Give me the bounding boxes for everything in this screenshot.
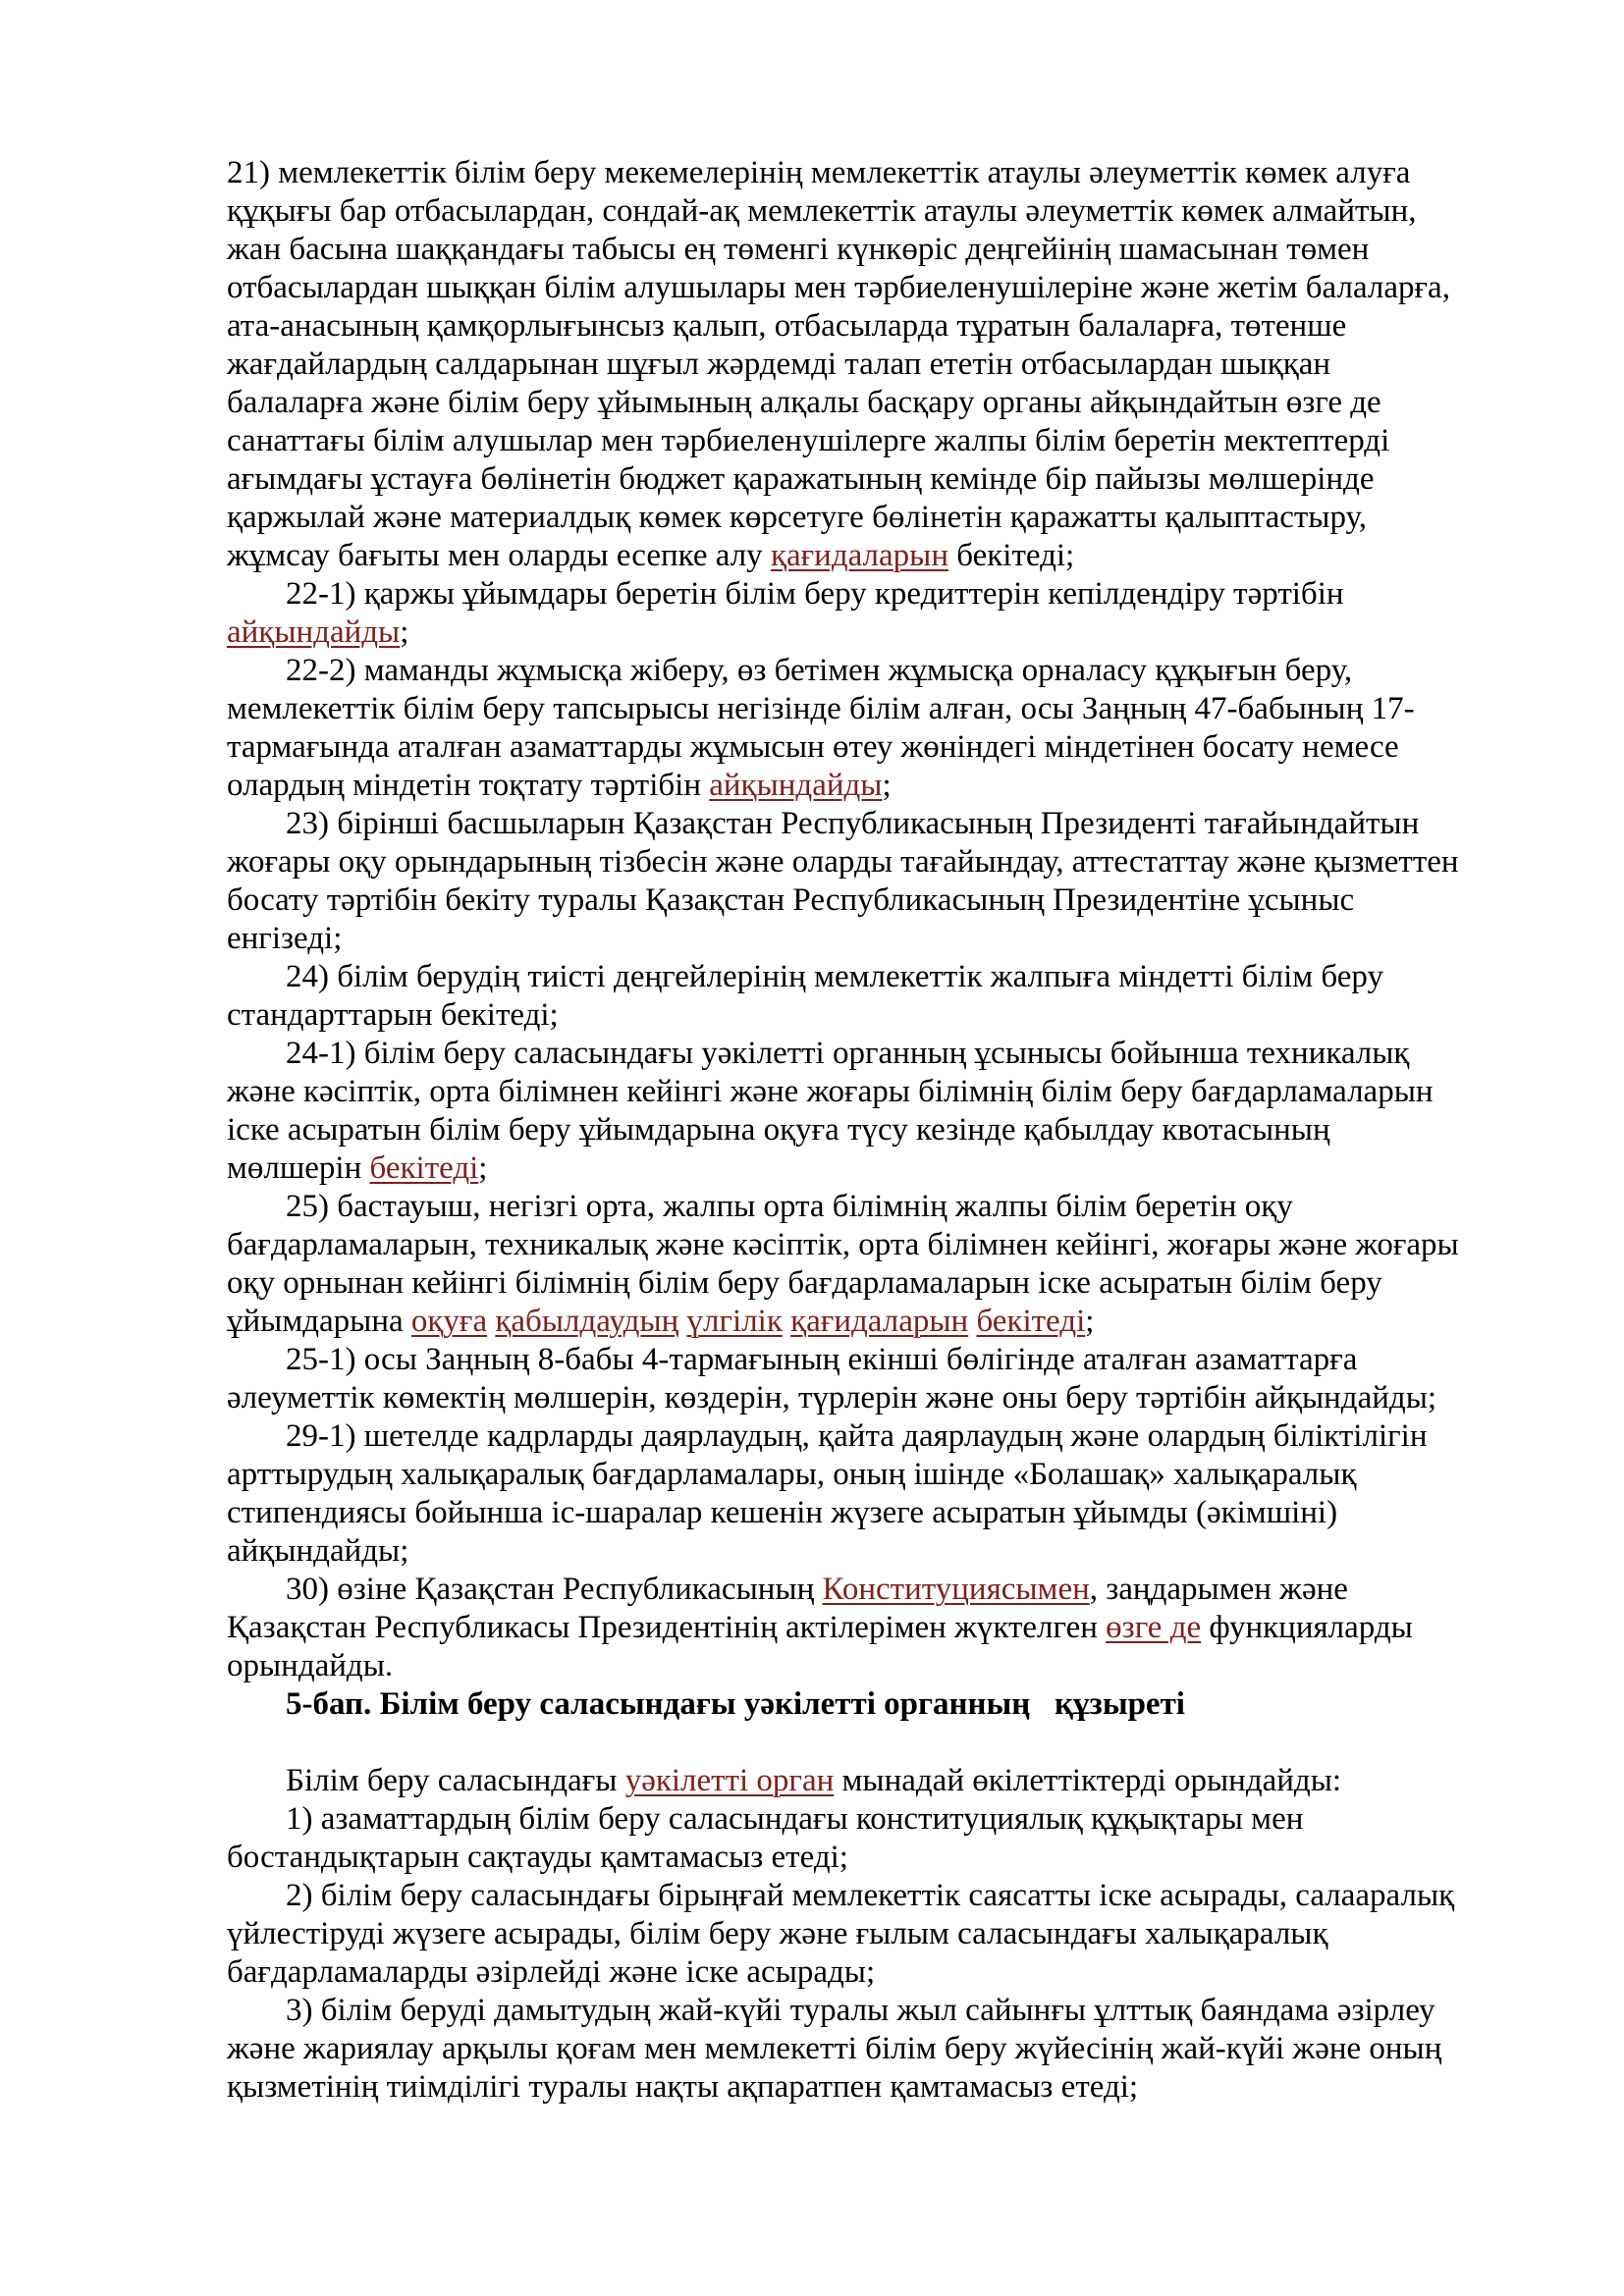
text-link[interactable]: бекітеді: [976, 1304, 1086, 1339]
paragraph: [227, 1571, 1463, 1685]
paragraph: [227, 154, 1463, 575]
text-run: 3) білім беруді дамытудың жай-күйі туралы жыл сайынғы ұлттық баяндама әзірлеу және жариялау арқылы қоғам мен мемлекетті білім беру жүйесінің жай-күйі және оның қызметінің тиімділігі туралы нақты ақпаратпен қамтамасыз етеді;: [227, 1993, 1442, 2105]
text-link[interactable]: қағидаларын: [770, 538, 948, 573]
text-run: ;: [882, 768, 892, 803]
text-run: [783, 1304, 790, 1339]
text-link[interactable]: Конституциясымен: [822, 1572, 1090, 1607]
paragraph: [227, 1762, 1463, 1800]
document-body: [227, 154, 1463, 2107]
text-link[interactable]: айқындайды: [227, 614, 401, 650]
paragraph: [227, 805, 1463, 958]
text-run: Білім беру саласындағы: [286, 1763, 625, 1798]
paragraph: [227, 1877, 1463, 1992]
text-run: 29-1) шетелде кадрларды даярлаудың, қайта даярлаудың және олардың біліктілігін арттырудың халықаралық бағдарламалары, оның ішінде «Болашақ» халықаралық стипендиясы бойынша іс-шаралар кешенін жүзеге асыратын ұйымды (әкімшіні) айқындайды;: [227, 1418, 1428, 1569]
text-link[interactable]: айқындайды: [709, 768, 883, 803]
paragraph: [227, 958, 1463, 1035]
paragraph: [227, 575, 1463, 652]
text-link[interactable]: өзге де: [1106, 1610, 1202, 1645]
text-run: ;: [1085, 1304, 1095, 1339]
text-run: 5-бап. Білім беру саласындағы уәкілетті органның құзыреті: [286, 1686, 1185, 1722]
paragraph: [227, 652, 1463, 805]
paragraph: [227, 1341, 1463, 1417]
text-run: [678, 1304, 686, 1339]
text-run: бекітеді;: [948, 538, 1075, 573]
paragraph: [227, 1188, 1463, 1341]
text-link[interactable]: уәкілетті орган: [624, 1763, 835, 1798]
text-run: 2) білім беру саласындағы бірыңғай мемлекеттік саясатты іске асырады, салааралық үйлестіруді жүзеге асырады, білім беру және ғылым саласындағы халықаралық бағдарламаларды әзірлейді және іске асырады;: [227, 1878, 1455, 1990]
section-heading: [227, 1685, 1463, 1724]
text-run: 25) бастауыш, негізгі орта, жалпы орта білімнің жалпы білім беретін оқу бағдарламаларын, техникалық және кәсіптік, орта білімнен кейінгі, жоғары және жоғары оқу орнынан кейінгі білімнің білім беру бағдарламаларын іске асыратын білім беру ұйымдарына: [227, 1189, 1459, 1339]
paragraph: [227, 1417, 1463, 1571]
text-run: 21) мемлекеттік білім беру мекемелерінің мемлекеттік атаулы әлеуметтік көмек алуға құқығы бар отбасылардан, сондай-ақ мемлекеттік атаулы әлеуметтік көмек алмайтын, жан басына шаққандағы табысы ең төменгі күнкөріс деңгейінің шамасынан төмен отбасылардан шыққан білім алушылары мен тәрбиеленушілеріне және жетім балаларға, ата-анасының қамқорлығынсыз қалып, отбасыларда тұратын балаларға, төтенше жағдайлардың салдарынан шұғыл жәрдемді талап ететін отбасылардан шыққан балаларға және білім беру ұйымының алқалы басқару органы айқындайтын өзге де санаттағы білім алушылар мен тәрбиеленушілерге жалпы білім беретін мектептерді ағымдағы ұстауға бөлінетін бюджет қаражатының кемінде бір пайызы мөлшерінде қаржылай және материалдық көмек көрсетуге бөлінетін қаражатты қалыптастыру, жұмсау бағыты мен оларды есепке алу: [227, 155, 1450, 573]
text-run: 23) бірінші басшыларын Қазақстан Республикасының Президенті тағайындайтын жоғары оқу орындарының тізбесін және оларды тағайындау, аттестаттау және қызметтен босату тәртібін бекіту туралы Қазақстан Республикасының Президентіне ұсыныс енгізеді;: [227, 806, 1459, 956]
paragraph: [227, 1035, 1463, 1188]
text-link[interactable]: бекітеді: [369, 1150, 479, 1186]
text-run: 22-1) қаржы ұйымдары беретін білім беру кредиттерін кепілдендіру тәртібін: [286, 576, 1344, 612]
text-link[interactable]: қағидаларын: [790, 1304, 969, 1339]
text-run: 1) азаматтардың білім беру саласындағы конституциялық құқықтары мен бостандықтарын сақтауды қамтамасыз етеді;: [227, 1801, 1304, 1875]
text-run: ;: [478, 1150, 488, 1186]
text-run: мынадай өкілеттіктерді орындайды:: [834, 1763, 1342, 1798]
text-run: 22-2) маманды жұмысқа жіберу, өз бетімен жұмысқа орналасу құқығын беру, мемлекеттік білім беру тапсырысы негізінде білім алған, осы Заңның 47-бабының 17-тармағында аталған азаматтарды жұмысын өтеу жөніндегі міндетінен босату немесе олардың міндетін тоқтату тәртібін: [227, 653, 1415, 803]
text-run: 24) білім берудің тиісті деңгейлерінің мемлекеттік жалпыға міндетті білім беру стандарттарын бекітеді;: [227, 959, 1383, 1033]
text-run: ;: [400, 614, 409, 650]
paragraph: [227, 1800, 1463, 1877]
text-run: , заңдарымен және Қазақстан Республикасы Президентінің актілерімен жүктелген: [227, 1572, 1348, 1645]
text-link[interactable]: қабылдаудың: [495, 1304, 679, 1339]
text-link[interactable]: оқуға: [410, 1304, 488, 1339]
paragraph: [227, 1992, 1463, 2107]
text-link[interactable]: үлгілік: [686, 1304, 783, 1339]
text-run: 25-1) осы Заңның 8-бабы 4-тармағының екінші бөлігінде аталған азаматтарға әлеуметтік көмектің мөлшерін, көздерін, түрлерін және оны беру тәртібін айқындайды;: [227, 1342, 1437, 1415]
text-run: 30) өзіне Қазақстан Республикасының: [286, 1572, 823, 1607]
text-run: 24-1) білім беру саласындағы уәкілетті органның ұсынысы бойынша техникалық және кәсіптік, орта білімнен кейінгі және жоғары білімнің білім беру бағдарламаларын іске асыратын білім беру ұйымдарына оқуға түсу кезінде қабылдау квотасының мөлшерін: [227, 1036, 1434, 1186]
text-run: функцияларды орындайды.: [227, 1610, 1413, 1683]
